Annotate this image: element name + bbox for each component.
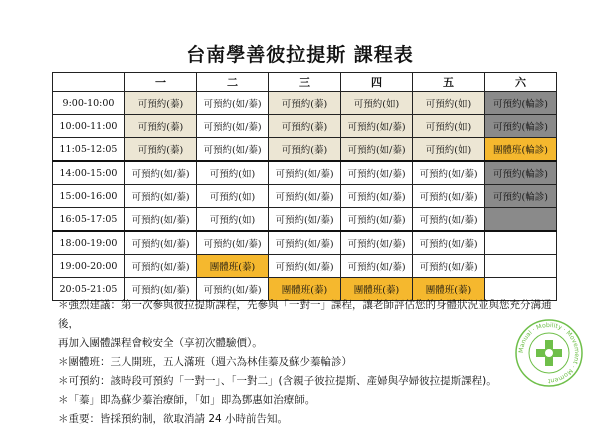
schedule-cell: 可預約(如): [413, 138, 485, 162]
schedule-cell: 可預約(如/蓁): [341, 185, 413, 208]
schedule-cell: 可預約(蓁): [125, 115, 197, 138]
day-header: 一: [125, 73, 197, 92]
schedule-cell: 可預約(如/蓁): [269, 185, 341, 208]
schedule-cell: 團體班(蓁): [341, 278, 413, 301]
schedule-cell: [485, 255, 557, 278]
schedule-cell: 可預約(如): [413, 92, 485, 115]
logo-ring-text: Manual · Mobility · Movement · Moment: [517, 321, 581, 385]
schedule-cell: [485, 231, 557, 255]
schedule-cell: 可預約(如): [197, 185, 269, 208]
note-line: ＊可預約：該時段可預約「一對一」、「一對二」(含親子彼拉提斯、產婦與孕婦彼拉提斯課程)。: [58, 375, 497, 387]
schedule-cell: 可預約(如/蓁): [197, 115, 269, 138]
day-header: 五: [413, 73, 485, 92]
schedule-cell: 可預約(如/蓁): [125, 161, 197, 185]
table-row: [53, 115, 557, 138]
time-slot-label: 10:00-11:00: [53, 115, 125, 138]
table-row: [53, 208, 557, 232]
schedule-cell: 可預約(如/蓁): [269, 255, 341, 278]
table-row: [53, 185, 557, 208]
note-line: ＊「蓁」即為蘇少蓁治療師，「如」即為鄧惠如治療師。: [58, 394, 316, 406]
schedule-cell: 可預約(如/蓁): [413, 231, 485, 255]
schedule-cell: 可預約(如): [413, 115, 485, 138]
table-row: [53, 92, 557, 115]
schedule-cell: 可預約(如): [197, 208, 269, 232]
schedule-cell: 可預約(如/蓁): [269, 231, 341, 255]
day-header: 六: [485, 73, 557, 92]
schedule-cell: 可預約(如/蓁): [125, 208, 197, 232]
schedule-cell: 可預約(蓁): [125, 138, 197, 162]
schedule-cell: 可預約(如/蓁): [413, 255, 485, 278]
clinic-logo-icon: [514, 318, 584, 388]
schedule-cell: 團體班(輪診): [485, 138, 557, 162]
schedule-cell: 可預約(蓁): [269, 115, 341, 138]
note-line: ＊團體班：三人開班，五人滿班（週六為林佳蓁及蘇少蓁輪診）: [58, 356, 352, 368]
schedule-cell: 可預約(如/蓁): [197, 92, 269, 115]
schedule-cell: 可預約(如): [197, 161, 269, 185]
table-row: [53, 161, 557, 185]
schedule-cell: 可預約(如/蓁): [125, 255, 197, 278]
header-corner: [53, 73, 125, 92]
schedule-cell: 團體班(蓁): [269, 278, 341, 301]
table-row: [53, 231, 557, 255]
schedule-cell: 團體班(蓁): [413, 278, 485, 301]
time-slot-label: 15:00-16:00: [53, 185, 125, 208]
schedule-cell: 可預約(如/蓁): [341, 231, 413, 255]
schedule-table: [52, 72, 557, 301]
time-slot-label: 11:05-12:05: [53, 138, 125, 162]
schedule-cell: 可預約(蓁): [269, 138, 341, 162]
note-line: ＊重要：皆採預約制，欲取消請 24 小時前告知。: [58, 413, 289, 425]
schedule-cell: 可預約(如/蓁): [269, 208, 341, 232]
schedule-cell: 可預約(蓁): [269, 92, 341, 115]
notes: [58, 296, 568, 429]
schedule-cell: 可預約(如/蓁): [341, 255, 413, 278]
time-slot-label: 19:00-20:00: [53, 255, 125, 278]
schedule-cell: 可預約(如): [341, 92, 413, 115]
schedule-cell: 可預約(如/蓁): [269, 161, 341, 185]
schedule-cell: 可預約(如/蓁): [413, 208, 485, 232]
time-slot-label: 16:05-17:05: [53, 208, 125, 232]
schedule-cell: 可預約(輪診): [485, 185, 557, 208]
schedule-cell: 可預約(輪診): [485, 115, 557, 138]
table-row: [53, 255, 557, 278]
schedule-cell: 可預約(如/蓁): [341, 161, 413, 185]
day-header: 二: [197, 73, 269, 92]
time-slot-label: 9:00-10:00: [53, 92, 125, 115]
schedule-cell: 可預約(如/蓁): [197, 138, 269, 162]
schedule-cell: 可預約(如/蓁): [125, 185, 197, 208]
schedule-cell: 可預約(如/蓁): [125, 231, 197, 255]
table-row: [53, 138, 557, 162]
time-slot-label: 20:05-21:05: [53, 278, 125, 301]
day-header: 三: [269, 73, 341, 92]
schedule-cell: [485, 208, 557, 232]
time-slot-label: 18:00-19:00: [53, 231, 125, 255]
schedule-cell: 可預約(如/蓁): [341, 115, 413, 138]
page-title: 台南學善彼拉提斯 課程表: [186, 44, 414, 66]
note-line: ＊強烈建議：第一次參與彼拉提斯課程，先參與「一對一」課程，讓老師評估您的身體狀況並與您充分溝通後，: [58, 299, 552, 330]
time-slot-label: 14:00-15:00: [53, 161, 125, 185]
schedule-cell: 可預約(如/蓁): [125, 278, 197, 301]
schedule-cell: 可預約(如/蓁): [197, 231, 269, 255]
schedule-cell: 可預約(蓁): [125, 92, 197, 115]
schedule-cell: 可預約(輪診): [485, 92, 557, 115]
schedule-cell: 可預約(如/蓁): [413, 161, 485, 185]
schedule-cell: 可預約(如/蓁): [341, 208, 413, 232]
day-header: 四: [341, 73, 413, 92]
schedule-cell: 可預約(如/蓁): [413, 185, 485, 208]
schedule-cell: 團體班(蓁): [197, 255, 269, 278]
header-row: [53, 73, 557, 92]
schedule-cell: 可預約(如/蓁): [197, 278, 269, 301]
schedule-cell: 可預約(輪診): [485, 161, 557, 185]
note-line: 再加入團體課程會較安全（享初次體驗價）。: [58, 337, 263, 349]
schedule-cell: 可預約(如/蓁): [341, 138, 413, 162]
